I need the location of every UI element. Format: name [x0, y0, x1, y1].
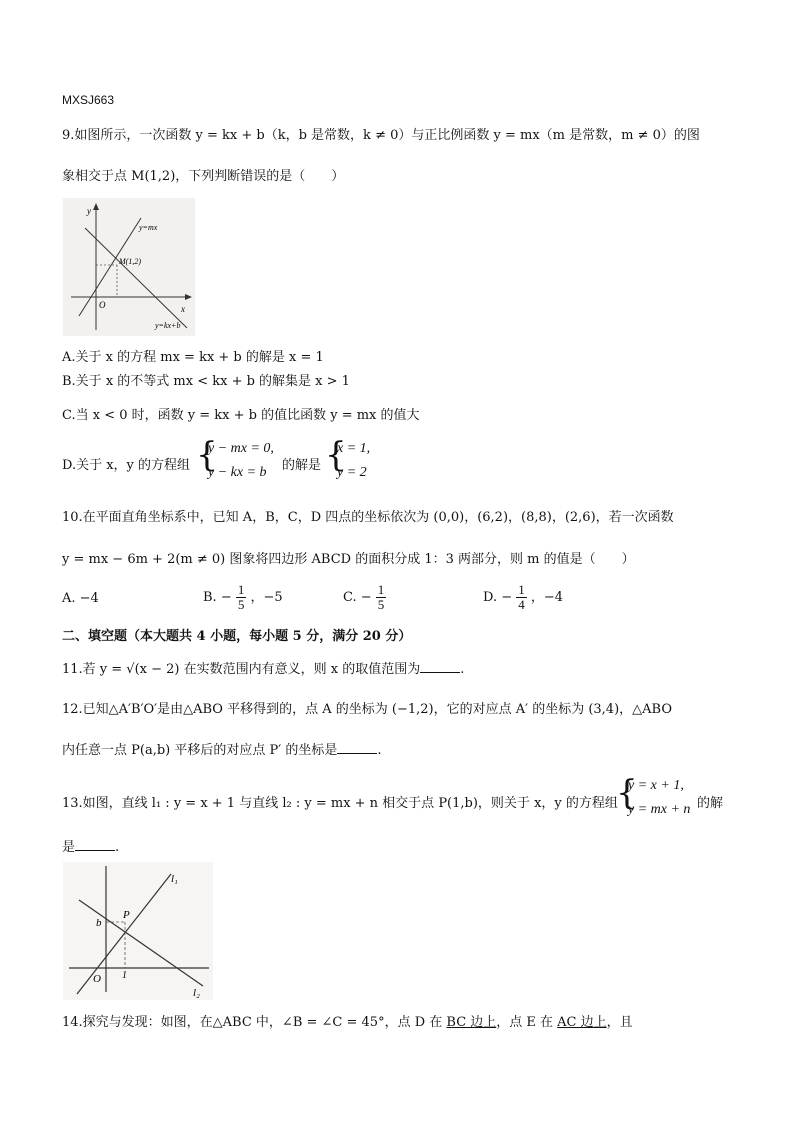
- q10-option-c-den: 5: [377, 597, 385, 612]
- q9-option-d-eq1: y − mx = 0,: [208, 441, 274, 456]
- q13-graph: [63, 862, 213, 1000]
- q13-stem-line2: [62, 836, 119, 855]
- q13-text-a: 是: [62, 840, 76, 855]
- q13-label-l1: l₁: [171, 873, 178, 885]
- q14-text-c: ，且: [606, 1015, 633, 1030]
- q14-text-b: ，点 E 在: [496, 1015, 558, 1030]
- q9-figure: [63, 198, 195, 336]
- q13-label-p: P: [123, 909, 130, 921]
- q10-option-b-num: 1: [237, 582, 245, 597]
- q12-answer-blank[interactable]: [337, 741, 377, 754]
- q10-option-c-num: 1: [377, 582, 385, 597]
- q13-figure: [63, 862, 213, 1000]
- q10-option-d-fraction: [516, 583, 527, 612]
- q13-label-l2: l₂: [193, 987, 200, 999]
- q11-text-a: 11.若 y = √(x − 2) 在实数范围内有意义，则 x 的取值范围为: [62, 662, 421, 677]
- q9-line-kxb: [85, 228, 187, 328]
- q11-answer-blank[interactable]: [420, 660, 460, 673]
- q10-stem-line2: y = mx − 6m + 2(m ≠ 0) 图象将四边形 ABCD 的面积分成 1：3 两部分，则 m 的值是（ ）: [62, 552, 635, 567]
- q13-text-b: .: [115, 840, 120, 855]
- q14-text-a: 14.探究与发现：如图，在△ABC 中，∠B = ∠C = 45°，点 D 在: [62, 1015, 447, 1030]
- q9-label-kxb: y=kx+b: [155, 321, 181, 330]
- q10-option-c: [343, 583, 386, 612]
- q13-answer-blank[interactable]: [75, 838, 115, 851]
- q11-text-b: .: [460, 662, 465, 677]
- q13-stem-line1: 13.如图，直线 l₁ : y = x + 1 与直线 l₂ : y = mx + n 相交于点 P(1,b)，则关于 x，y 的方程组: [62, 796, 618, 811]
- q13-label-one: 1: [122, 970, 127, 981]
- q12-stem-line2: [62, 739, 381, 758]
- q9-option-c: C.当 x < 0 时，函数 y = kx + b 的值比函数 y = mx 的值大: [62, 408, 420, 423]
- q9-x-arrow: [185, 294, 192, 300]
- q10-option-b-prefix: B. −: [203, 590, 232, 605]
- q9-stem-line1: 9.如图所示，一次函数 y = kx + b（k，b 是常数，k ≠ 0）与正比例函数 y = mx（m 是常数，m ≠ 0）的图: [62, 128, 700, 143]
- q12-text-a: 内任意一点 P(a,b) 平移后的对应点 P′ 的坐标是: [62, 743, 338, 758]
- q9-option-d-mid: 的解是: [282, 458, 322, 473]
- q9-label-o: O: [99, 300, 106, 310]
- q13-system-eq2: y = mx + n: [628, 802, 691, 817]
- section-fill-in-title: 二、填空题（本大题共 4 小题，每小题 5 分，满分 20 分）: [62, 629, 412, 644]
- q10-stem-line1: 10.在平面直角坐标系中，已知 A，B，C，D 四点的坐标依次为 (0,0)，(6,2)，(8,8)，(2,6)，若一次函数: [62, 510, 674, 525]
- q9-stem-line2: 象相交于点 M(1,2)，下列判断错误的是（ ）: [62, 169, 345, 184]
- q12-stem-line1: 12.已知△A′B′O′是由△ABO 平移得到的，点 A 的坐标为 (−1,2)，它的对应点 A′ 的坐标为 (3,4)，△ABO: [62, 702, 672, 717]
- q10-option-a: A. −4: [62, 591, 99, 606]
- q13-system-brace: {: [616, 773, 638, 813]
- q9-option-d-brace1: {: [196, 435, 218, 475]
- q13-label-o: O: [93, 973, 101, 985]
- q11-stem: [62, 658, 464, 677]
- q9-option-d-prefix: D.关于 x，y 的方程组: [62, 458, 191, 473]
- q10-option-b: [203, 583, 283, 612]
- q9-option-a: A.关于 x 的方程 mx = kx + b 的解是 x = 1: [62, 350, 324, 365]
- q13-system-eq1: y = x + 1,: [628, 778, 684, 793]
- q13-label-b: b: [96, 917, 102, 929]
- q10-option-d-den: 4: [518, 597, 525, 612]
- q14-text-u1: BC 边上: [446, 1015, 497, 1030]
- q14-text-u2: AC 边上: [557, 1015, 607, 1030]
- q9-option-b: B.关于 x 的不等式 mx < kx + b 的解集是 x > 1: [62, 374, 350, 389]
- q9-option-d-sol1: x = 1,: [337, 441, 371, 456]
- q9-option-d-eq2: y − kx = b: [208, 465, 267, 480]
- q10-option-d-num: 1: [518, 582, 525, 597]
- q9-label-mx: y=mx: [139, 223, 158, 232]
- q10-option-d: [483, 583, 563, 612]
- q9-line-mx: [79, 218, 141, 316]
- q12-text-b: .: [377, 743, 382, 758]
- q9-y-arrow: [93, 203, 99, 210]
- q10-option-d-prefix: D. −: [483, 590, 513, 605]
- q9-label-m: M(1,2): [119, 257, 141, 266]
- document-code: MXSJ663: [62, 93, 115, 107]
- q10-option-c-fraction: [376, 583, 387, 612]
- q9-label-y: y: [87, 206, 91, 216]
- q9-label-x: x: [181, 304, 185, 314]
- q9-option-d-sol2: y = 2: [337, 465, 367, 480]
- q9-option-d-brace2: {: [325, 435, 347, 475]
- q10-option-b-suffix: ，−5: [250, 590, 283, 605]
- q13-tail: 的解: [697, 796, 724, 811]
- q10-option-b-den: 5: [237, 597, 245, 612]
- q9-graph: [63, 198, 195, 336]
- q10-option-b-fraction: [236, 583, 247, 612]
- q10-option-c-prefix: C. −: [343, 590, 372, 605]
- q14-stem: [62, 1011, 633, 1030]
- q10-option-d-suffix: ，−4: [530, 590, 564, 605]
